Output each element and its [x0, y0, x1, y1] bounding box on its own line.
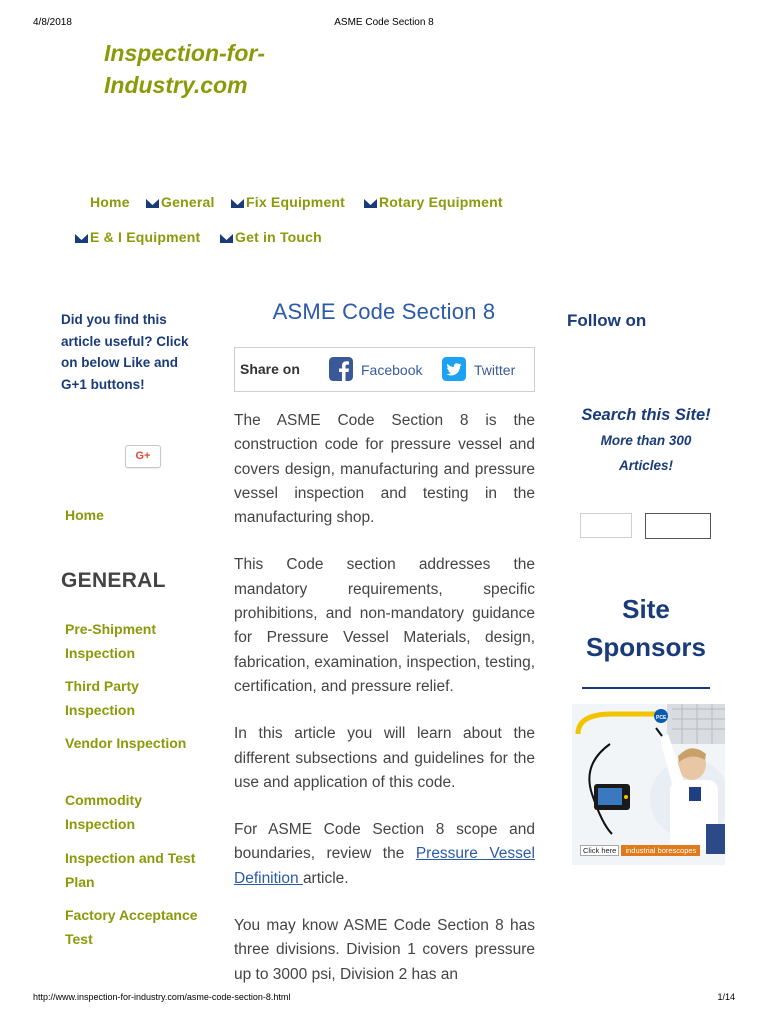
nav-get-in-touch-label: Get in Touch — [235, 229, 322, 245]
nav-general[interactable] — [146, 194, 215, 210]
article-paragraph: In this article you will learn about the different subsections and guidelines for the use and application of this code. — [234, 725, 535, 791]
search-button[interactable] — [645, 513, 711, 539]
print-header — [33, 17, 735, 31]
site-sponsors-heading: Site Sponsors — [586, 594, 706, 662]
ad-brand-mark: PCE — [656, 715, 667, 721]
borescope-ad-image — [572, 704, 725, 865]
nav-rotary-equipment[interactable] — [364, 194, 503, 210]
article-title: ASME Code Section 8 — [272, 299, 496, 324]
search-subtitle: More than 300 Articles! — [600, 433, 692, 473]
google-plus-button[interactable]: G+ — [125, 445, 161, 468]
article-useful-prompt: Did you find this article useful? Click on below Like and G+1 buttons! — [61, 312, 189, 392]
search-site-heading — [575, 403, 717, 478]
article-paragraph: The ASME Code Section 8 is the construction code for pressure vessel and covers design, manufacturing and pressure vessel inspection and testing in the manufacturing shop. — [234, 412, 535, 527]
sponsor-ad-banner[interactable] — [572, 704, 725, 865]
share-label: Share on — [240, 361, 300, 377]
nav-fix-equipment[interactable] — [231, 194, 345, 210]
article-paragraph: This Code section addresses the mandatory requirements, specific prohibitions, and non-mandatory guidance for Pressure Vessel Materials, design, fabrication, examination, inspection, testing, certification, and pressure relief. — [234, 556, 535, 695]
share-bar — [234, 347, 535, 392]
nav-home-label: Home — [90, 194, 130, 210]
paragraph-text: article. — [302, 869, 349, 887]
nav-fix-equipment-label: Fix Equipment — [246, 194, 346, 210]
nav-get-in-touch[interactable] — [220, 229, 322, 245]
search-input[interactable] — [580, 513, 632, 538]
ad-product-label: industrial borescopes — [621, 845, 700, 856]
site-logo-line-1: Inspection-for- — [104, 40, 265, 66]
print-footer — [33, 992, 735, 1006]
dropdown-arrow-icon — [75, 234, 88, 243]
divider — [582, 687, 710, 689]
sidebar-home-link[interactable]: Home — [65, 507, 104, 523]
follow-on-heading: Follow on — [567, 311, 647, 330]
ad-click-here[interactable]: Click here — [580, 845, 619, 856]
dropdown-arrow-icon — [220, 234, 233, 243]
nav-general-label: General — [161, 194, 215, 210]
sidebar-link-pre-shipment[interactable]: Pre-Shipment Inspection — [65, 621, 157, 661]
article-body — [234, 409, 535, 1010]
site-logo-line-2: Industry.com — [104, 72, 248, 98]
sidebar-link-commodity[interactable]: Commodity Inspection — [65, 792, 142, 832]
search-title: Search this Site! — [581, 406, 711, 424]
twitter-icon — [442, 357, 466, 381]
nav-home[interactable] — [90, 194, 130, 210]
pressure-vessel-definition-link[interactable]: Pressure Vessel Definition — [234, 845, 535, 887]
facebook-icon — [329, 357, 353, 381]
paragraph-text: For ASME Code Section 8 scope and boundaries, review the — [234, 821, 535, 863]
dropdown-arrow-icon — [364, 199, 377, 208]
print-url: http://www.inspection-for-industry.com/asme-code-section-8.html — [33, 992, 291, 1002]
sidebar-link-vendor[interactable]: Vendor Inspection — [65, 735, 187, 751]
sidebar-link-itp[interactable]: Inspection and Test Plan — [65, 850, 196, 890]
article-paragraph — [234, 818, 535, 891]
twitter-share-label: Twitter — [474, 362, 516, 378]
print-date: 4/8/2018 — [33, 17, 72, 28]
print-page-count: 1/14 — [717, 992, 735, 1002]
sidebar-section-heading: GENERAL — [61, 569, 166, 592]
site-logo[interactable] — [104, 37, 304, 101]
print-title: ASME Code Section 8 — [334, 17, 434, 28]
dropdown-arrow-icon — [146, 199, 159, 208]
sidebar-link-third-party[interactable]: Third Party Inspection — [65, 678, 139, 718]
nav-ei-equipment[interactable] — [75, 229, 200, 245]
sidebar-link-fat[interactable]: Factory Acceptance Test — [65, 907, 198, 947]
facebook-share-label: Facebook — [361, 362, 423, 378]
nav-ei-equipment-label: E & I Equipment — [90, 229, 201, 245]
article-paragraph: You may know ASME Code Section 8 has three divisions. Division 1 covers pressure up to 3000 psi, Division 2 has an — [234, 917, 535, 983]
dropdown-arrow-icon — [231, 199, 244, 208]
ad-caption — [580, 846, 700, 855]
nav-rotary-equipment-label: Rotary Equipment — [379, 194, 503, 210]
